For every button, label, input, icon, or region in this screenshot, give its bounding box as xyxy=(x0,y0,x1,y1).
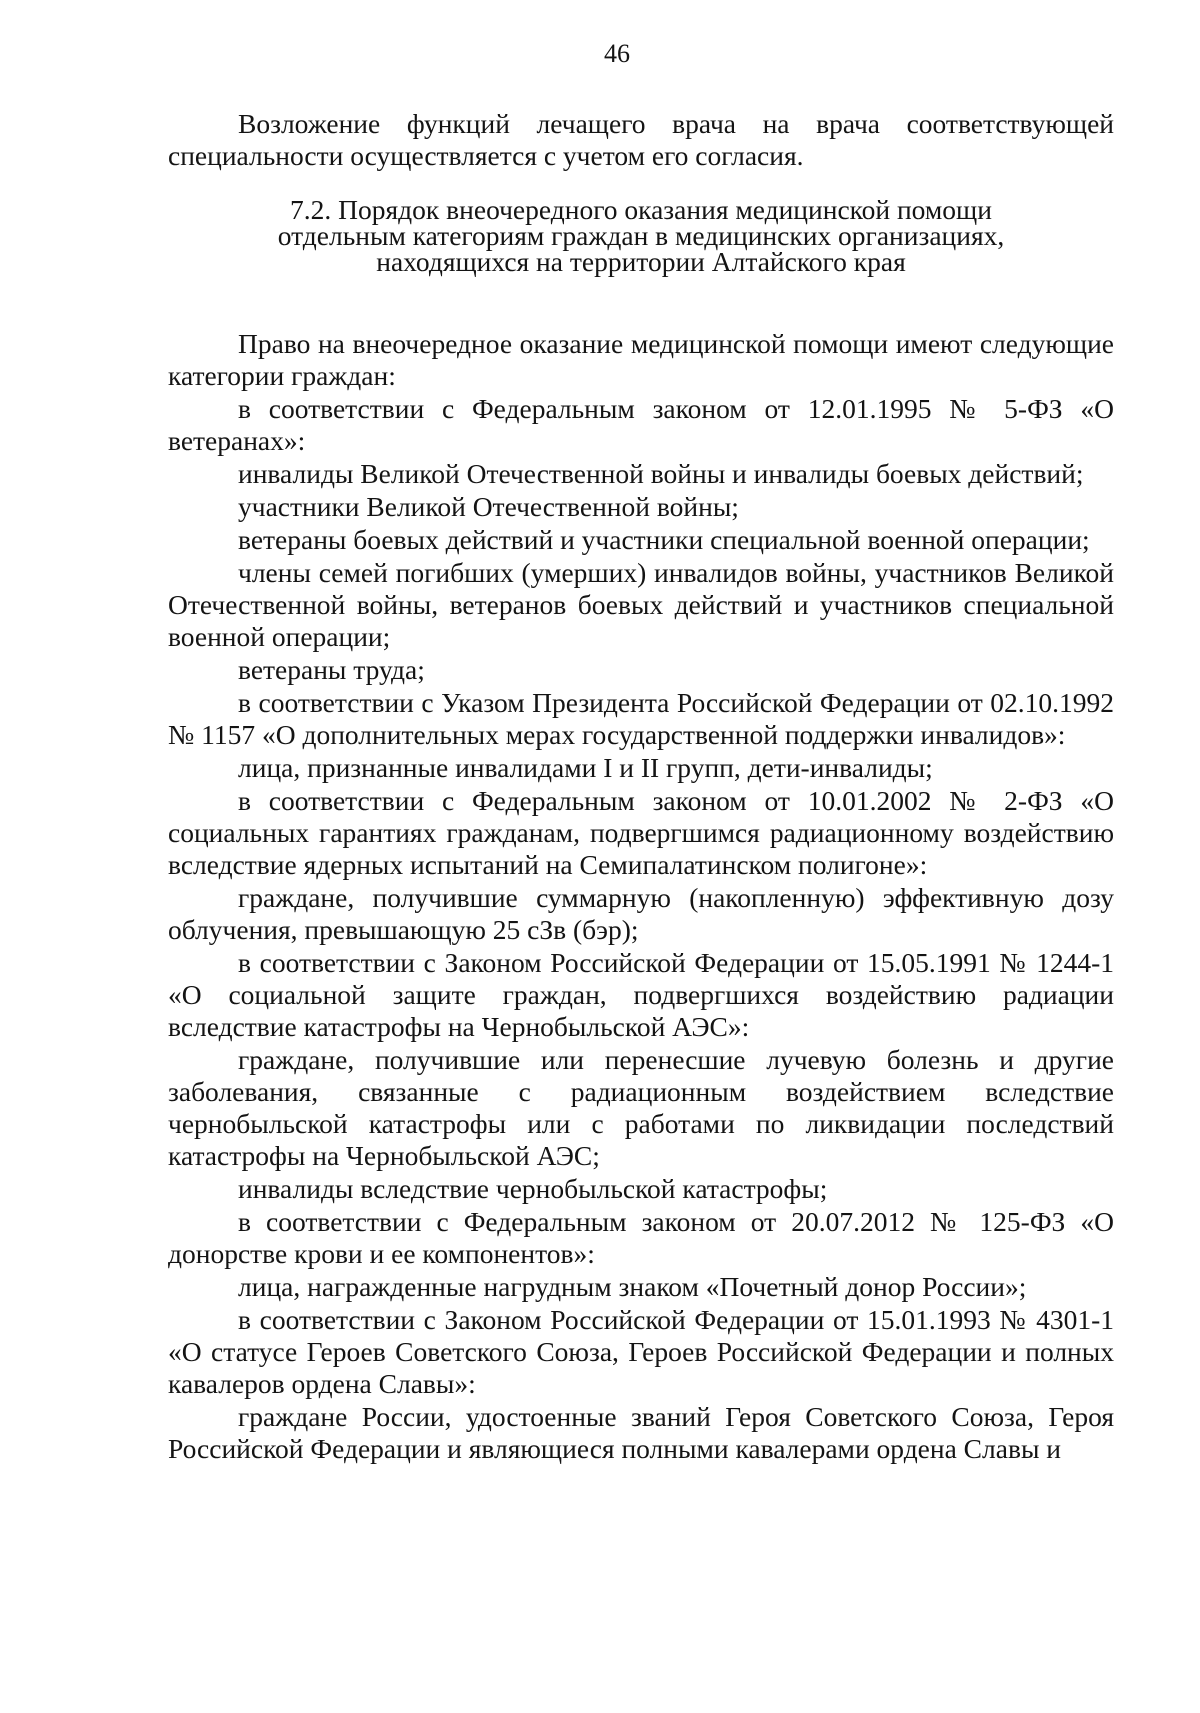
intro-paragraph: Возложение функций лечащего врача на врача соответствующей специальности осуществляется с учетом его согласия. xyxy=(168,108,1114,171)
section-heading xyxy=(168,194,1114,277)
paragraph: в соответствии с Федеральным законом от 12.01.1995 № 5-ФЗ «О ветеранах»: xyxy=(168,393,1114,456)
section-heading-line: отдельным категориям граждан в медицинских организациях, xyxy=(277,220,1005,251)
page-number: 46 xyxy=(604,39,630,68)
paragraph: инвалиды Великой Отечественной войны и инвалиды боевых действий; xyxy=(238,458,1084,489)
section-heading-line: находящихся на территории Алтайского края xyxy=(376,246,906,277)
paragraph: в соответствии с Федеральным законом от 20.07.2012 № 125-ФЗ «О донорстве крови и ее компонентов»: xyxy=(168,1206,1114,1269)
paragraph: лица, признанные инвалидами I и II групп, дети-инвалиды; xyxy=(238,752,933,783)
paragraph: ветераны труда; xyxy=(238,654,425,685)
document-body xyxy=(168,108,1114,1466)
paragraph: граждане России, удостоенные званий Героя Советского Союза, Героя Российской Федерации и являющиеся полными кавалерами ордена Славы и xyxy=(168,1401,1114,1464)
paragraph: лица, награжденные нагрудным знаком «Почетный донор России»; xyxy=(238,1271,1027,1302)
paragraph: Право на внеочередное оказание медицинской помощи имеют следующие категории граждан: xyxy=(168,328,1114,391)
paragraph: в соответствии с Указом Президента Российской Федерации от 02.10.1992 № 1157 «О дополнительных мерах государственной поддержки инвалидов»: xyxy=(168,687,1114,750)
paragraph: граждане, получившие или перенесшие лучевую болезнь и другие заболевания, связанные с радиационным воздействием вследствие чернобыльской катастрофы или с работами по ликвидации последствий катастрофы на Чернобыльской АЭС; xyxy=(168,1044,1114,1171)
paragraph: ветераны боевых действий и участники специальной военной операции; xyxy=(238,524,1090,555)
paragraph: в соответствии с Законом Российской Федерации от 15.05.1991 № 1244-1 «О социальной защите граждан, подвергшихся воздействию радиации вследствие катастрофы на Чернобыльской АЭС»: xyxy=(168,947,1114,1042)
paragraph: участники Великой Отечественной войны; xyxy=(238,491,739,522)
paragraph: в соответствии с Федеральным законом от 10.01.2002 № 2-ФЗ «О социальных гарантиях гражданам, подвергшимся радиационному воздействию вследствие ядерных испытаний на Семипалатинском полигоне»: xyxy=(168,785,1114,880)
paragraph: граждане, получившие суммарную (накопленную) эффективную дозу облучения, превышающую 25 сЗв (бэр); xyxy=(168,882,1114,945)
paragraph: члены семей погибших (умерших) инвалидов войны, участников Великой Отечественной войны, ветеранов боевых действий и участников специальной военной операции; xyxy=(168,557,1114,652)
paragraph: в соответствии с Законом Российской Федерации от 15.01.1993 № 4301-1 «О статусе Героев Советского Союза, Героев Российской Федерации и полных кавалеров ордена Славы»: xyxy=(168,1304,1114,1399)
section-heading-line: 7.2. Порядок внеочередного оказания медицинской помощи xyxy=(290,194,992,225)
paragraph: инвалиды вследствие чернобыльской катастрофы; xyxy=(238,1173,828,1204)
